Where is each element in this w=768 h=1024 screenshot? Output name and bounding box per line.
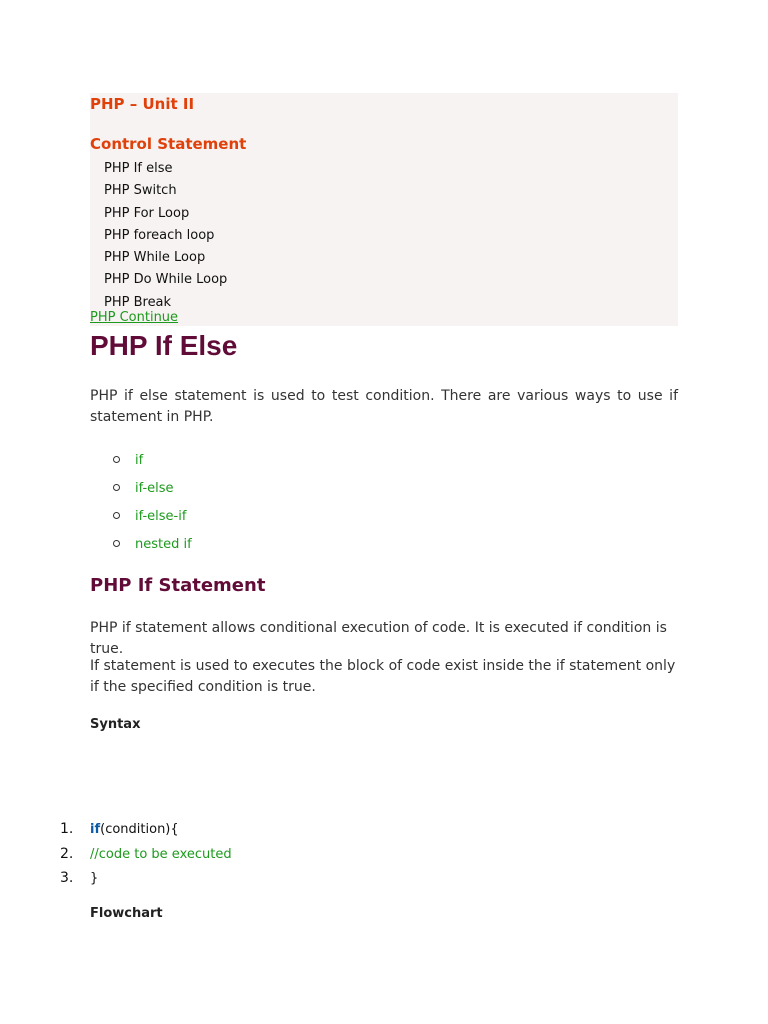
topic-item-if-else[interactable]: PHP If else — [104, 161, 173, 176]
circle-bullet-icon — [113, 484, 120, 491]
intro-paragraph: PHP if else statement is used to test condition. There are various ways to use if statement in PHP. — [90, 388, 678, 425]
page-title: PHP If Else — [90, 330, 238, 361]
code-block — [60, 818, 232, 892]
syntax-label: Syntax — [90, 717, 141, 732]
way-link-if-else-if[interactable]: if-else-if — [135, 509, 187, 524]
topic-item-while-loop[interactable]: PHP While Loop — [104, 250, 206, 266]
topic-list — [104, 159, 227, 315]
code-text: } — [90, 871, 99, 886]
list-item — [113, 451, 192, 479]
list-item — [113, 507, 192, 535]
line-number: 2. — [60, 845, 74, 862]
topic-item-for-loop[interactable]: PHP For Loop — [104, 205, 190, 221]
topic-item-break[interactable]: PHP Break — [104, 294, 172, 310]
topic-item-foreach-loop[interactable]: PHP foreach loop — [104, 227, 215, 243]
code-line — [60, 867, 232, 892]
line-number: 3. — [60, 870, 74, 886]
paragraph: PHP if statement allows conditional execution of code. It is executed if condition is true. — [90, 620, 667, 657]
code-comment: //code to be executed — [90, 846, 232, 862]
way-link-if[interactable]: if — [135, 453, 144, 468]
circle-bullet-icon — [113, 456, 120, 463]
code-text: (condition){ — [100, 822, 179, 837]
topic-item-do-while-loop[interactable]: PHP Do While Loop — [104, 272, 228, 288]
code-line — [60, 818, 232, 843]
section-title: Control Statement — [90, 135, 247, 153]
flowchart-label: Flowchart — [90, 906, 163, 921]
line-number: 1. — [60, 821, 74, 837]
topic-item-switch[interactable]: PHP Switch — [104, 183, 177, 199]
code-line — [60, 843, 232, 868]
ways-list — [113, 451, 192, 563]
continue-link[interactable]: PHP Continue — [90, 310, 179, 325]
section-heading: PHP If Statement — [90, 575, 266, 596]
code-keyword: if — [90, 822, 101, 837]
unit-title: PHP – Unit II — [90, 95, 195, 113]
circle-bullet-icon — [113, 540, 120, 547]
list-item — [113, 479, 192, 507]
circle-bullet-icon — [113, 512, 120, 519]
list-item — [113, 535, 192, 563]
way-link-nested-if[interactable]: nested if — [135, 537, 192, 552]
way-link-if-else[interactable]: if-else — [135, 481, 174, 496]
paragraph: If statement is used to executes the block of code exist inside the if statement only if the specified condition is true. — [90, 658, 676, 695]
